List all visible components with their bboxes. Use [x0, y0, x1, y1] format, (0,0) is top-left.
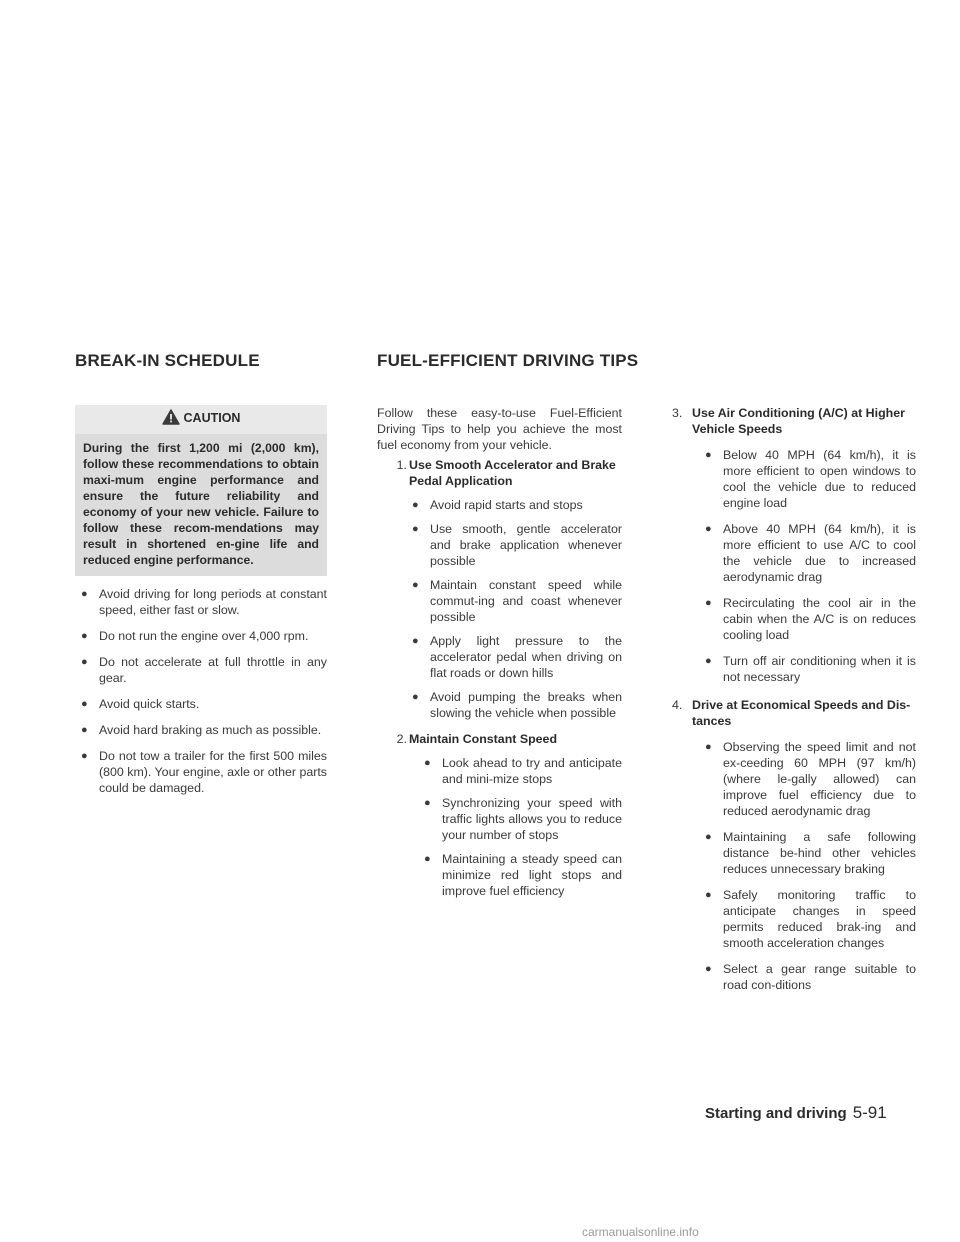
tip-bullets [704, 739, 916, 993]
tip-4 [672, 697, 916, 993]
list-item: ● Above 40 MPH (64 km/h), it is more efficient to use A/C to cool the vehicle due to increased aerodynamic drag [704, 521, 916, 585]
tip-number: 4. [672, 698, 683, 712]
tip-number: 1. [396, 458, 407, 472]
tip-title: Use Smooth Accelerator and Brake Pedal Application [409, 458, 616, 488]
list-item: ● Observing the speed limit and not ex-ceeding 60 MPH (97 km/h) (where le-gally allowed) can improve fuel efficiency due to reduced aerodynamic drag [704, 739, 916, 819]
caution-header [75, 405, 327, 434]
break-in-list [75, 586, 327, 796]
list-item: ● Safely monitoring traffic to anticipate changes in speed permits reduced brak-ing and smooth acceleration changes [704, 887, 916, 951]
fuel-tips-column-1 [377, 405, 622, 899]
tip-bullets [704, 447, 916, 685]
tip-bullets [411, 497, 622, 721]
list-item: ● Maintaining a steady speed can minimize red light stops and improve fuel efficiency [423, 851, 622, 899]
list-item: ● Maintaining a safe following distance be-hind other vehicles reduces unnecessary braking [704, 829, 916, 877]
list-item: ● Avoid pumping the breaks when slowing the vehicle when possible [411, 689, 622, 721]
list-item: ● Recirculating the cool air in the cabin when the A/C is on reduces cooling load [704, 595, 916, 643]
caution-title: CAUTION [183, 411, 241, 425]
list-item: ● Do not tow a trailer for the first 500 miles (800 km). Your engine, axle or other parts could be damaged. [80, 748, 327, 796]
warning-icon [162, 409, 180, 429]
list-item: ● Synchronizing your speed with traffic lights allows you to reduce your number of stops [423, 795, 622, 843]
chapter-name: Starting and driving [705, 1105, 847, 1122]
heading-break-in-schedule: BREAK-IN SCHEDULE [75, 351, 260, 370]
tip-number: 3. [672, 406, 683, 420]
heading-fuel-efficient-tips: FUEL-EFFICIENT DRIVING TIPS [377, 351, 639, 370]
list-item: ● Use smooth, gentle accelerator and brake application whenever possible [411, 521, 622, 569]
list-item: ● Apply light pressure to the accelerator pedal when driving on flat roads or down hills [411, 633, 622, 681]
tip-title: Maintain Constant Speed [409, 732, 558, 746]
caution-box [75, 405, 327, 576]
tip-title: Drive at Economical Speeds and Dis- tances [692, 698, 911, 728]
list-item: ● Maintain constant speed while commut-ing and coast whenever possible [411, 577, 622, 625]
tip-title: Use Air Conditioning (A/C) at Higher Vehicle Speeds [692, 406, 905, 436]
list-item: ● Select a gear range suitable to road con-ditions [704, 961, 916, 993]
tip-2 [377, 731, 622, 899]
tip-bullets [423, 755, 622, 899]
page-footer [705, 1103, 887, 1123]
page-number: 5-91 [852, 1103, 887, 1122]
tip-1 [377, 457, 622, 721]
list-item: ● Avoid driving for long periods at constant speed, either fast or slow. [80, 586, 327, 618]
list-item: ● Avoid quick starts. [80, 696, 327, 712]
tip-number: 2. [396, 732, 407, 746]
list-item: ● Turn off air conditioning when it is not necessary [704, 653, 916, 685]
list-item: ● Do not run the engine over 4,000 rpm. [80, 628, 327, 644]
caution-text: During the first 1,200 mi (2,000 km), follow these recommendations to obtain maxi-mum engine performance and ensure the future reliability and economy of your new vehicle. Failure to follow these recom-mendations may result in shortened en-gine life and reduced engine performance. [83, 441, 319, 567]
list-item: ● Do not accelerate at full throttle in any gear. [80, 654, 327, 686]
list-item: ● Avoid rapid starts and stops [411, 497, 622, 513]
list-item: ● Below 40 MPH (64 km/h), it is more efficient to open windows to cool the vehicle due to reduced engine load [704, 447, 916, 511]
watermark: carmanualsonline.info [582, 1225, 699, 1239]
list-item: ● Look ahead to try and anticipate and mini-mize stops [423, 755, 622, 787]
fuel-tips-column-2 [672, 405, 916, 993]
list-item: ● Avoid hard braking as much as possible. [80, 722, 327, 738]
fuel-intro: Follow these easy-to-use Fuel-Efficient Driving Tips to help you achieve the most fuel economy from your vehicle. [377, 406, 622, 452]
tip-3 [672, 405, 916, 685]
break-in-column [75, 405, 327, 796]
